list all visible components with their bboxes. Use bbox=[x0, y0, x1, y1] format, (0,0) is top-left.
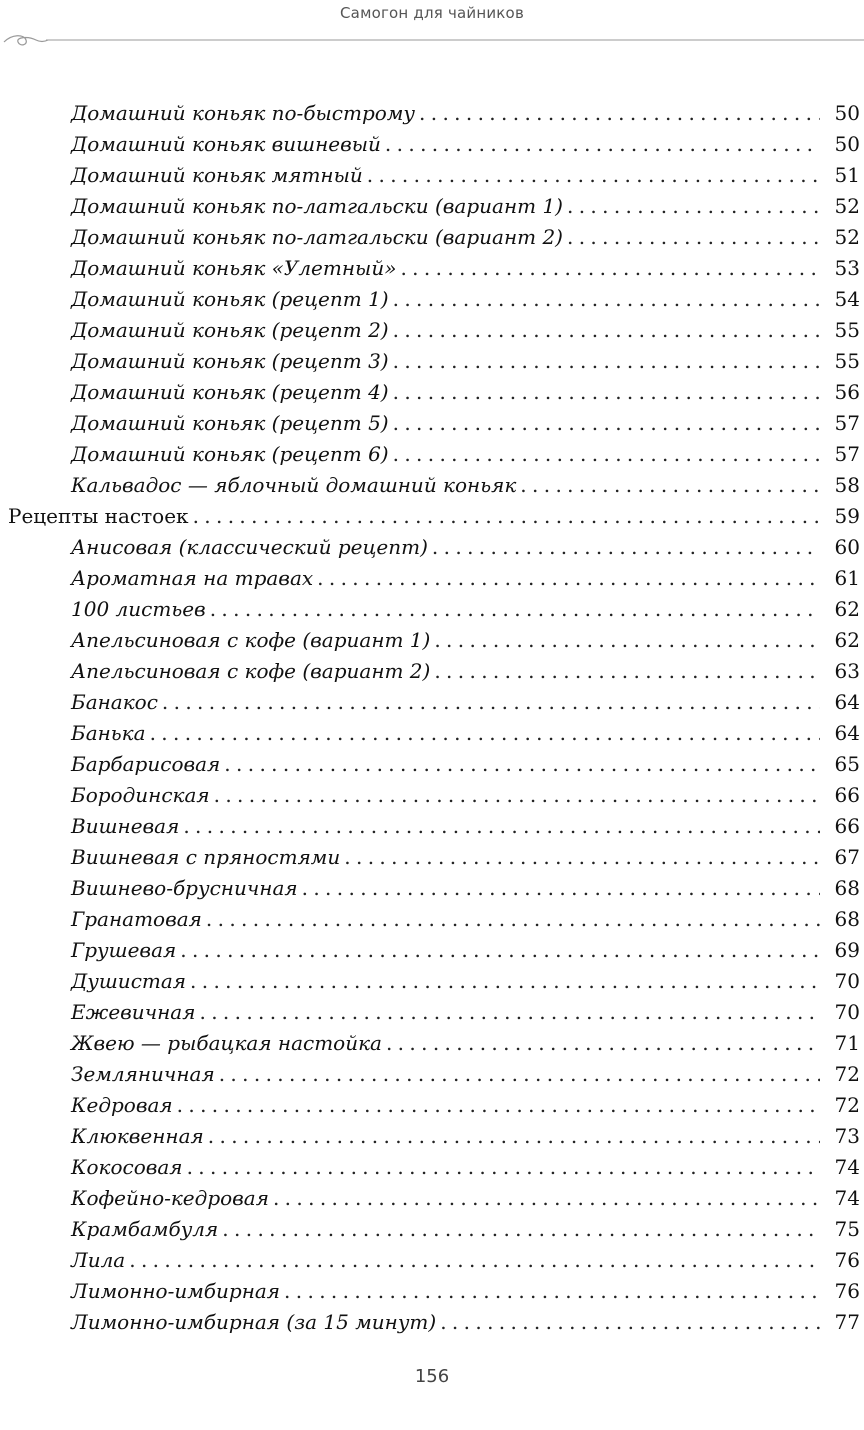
toc-entry bbox=[0, 470, 864, 501]
toc-entry-page: 54 bbox=[834, 287, 860, 311]
toc-entry bbox=[0, 966, 864, 997]
toc-dot-leader bbox=[393, 284, 820, 315]
toc-entry bbox=[0, 687, 864, 718]
toc-entry-page: 62 bbox=[834, 597, 860, 621]
toc-entry-title: Домашний коньяк (рецепт 3) bbox=[71, 349, 389, 373]
toc-entry-title: Кофейно-кедровая bbox=[71, 1186, 269, 1210]
toc-entry-title: Гранатовая bbox=[71, 907, 202, 931]
toc-entry-page: 61 bbox=[834, 566, 860, 590]
toc-dot-leader bbox=[273, 1183, 820, 1214]
toc-entry bbox=[0, 1183, 864, 1214]
toc-dot-leader bbox=[520, 470, 820, 501]
toc-entry-title: Вишневая bbox=[71, 814, 180, 838]
toc-entry-title: Лимонно-имбирная (за 15 минут) bbox=[71, 1310, 437, 1334]
toc-dot-leader bbox=[177, 1090, 820, 1121]
toc-entry bbox=[0, 532, 864, 563]
toc-entry bbox=[0, 1152, 864, 1183]
toc-entry bbox=[0, 377, 864, 408]
toc-entry bbox=[0, 191, 864, 222]
toc-entry-title: Домашний коньяк (рецепт 2) bbox=[71, 318, 389, 342]
toc-dot-leader bbox=[385, 129, 820, 160]
toc-dot-leader bbox=[162, 687, 820, 718]
toc-dot-leader bbox=[393, 315, 820, 346]
table-of-contents bbox=[0, 98, 864, 1338]
toc-entry bbox=[0, 625, 864, 656]
toc-entry-page: 73 bbox=[834, 1124, 860, 1148]
toc-entry-page: 72 bbox=[834, 1093, 860, 1117]
toc-dot-leader bbox=[284, 1276, 820, 1307]
toc-entry-title: Крамбамбуля bbox=[71, 1217, 219, 1241]
toc-entry-page: 57 bbox=[834, 442, 860, 466]
toc-entry-title: Анисовая (классический рецепт) bbox=[71, 535, 428, 559]
toc-entry bbox=[0, 408, 864, 439]
toc-entry bbox=[0, 1276, 864, 1307]
toc-entry-page: 51 bbox=[834, 163, 860, 187]
toc-dot-leader bbox=[222, 1214, 820, 1245]
running-header: Самогон для чайников bbox=[340, 4, 524, 22]
toc-dot-leader bbox=[386, 1028, 820, 1059]
toc-entry bbox=[0, 439, 864, 470]
toc-dot-leader bbox=[393, 346, 820, 377]
toc-entry-title: Домашний коньяк мятный bbox=[71, 163, 363, 187]
toc-entry-title: Лимонно-имбирная bbox=[71, 1279, 281, 1303]
toc-entry-page: 76 bbox=[834, 1279, 860, 1303]
toc-dot-leader bbox=[208, 1121, 820, 1152]
toc-entry-title: Ежевичная bbox=[71, 1000, 196, 1024]
toc-dot-leader bbox=[302, 873, 820, 904]
flourish-swirl bbox=[4, 36, 48, 45]
toc-entry-title: Рецепты настоек bbox=[8, 504, 189, 528]
toc-entry-page: 67 bbox=[834, 845, 860, 869]
toc-entry-page: 60 bbox=[834, 535, 860, 559]
toc-dot-leader bbox=[393, 377, 820, 408]
toc-dot-leader bbox=[432, 532, 820, 563]
toc-entry-page: 52 bbox=[834, 225, 860, 249]
toc-dot-leader bbox=[567, 222, 820, 253]
toc-dot-leader bbox=[150, 718, 820, 749]
toc-entry-title: Домашний коньяк (рецепт 6) bbox=[71, 442, 389, 466]
toc-entry-title: Кокосовая bbox=[71, 1155, 183, 1179]
toc-entry bbox=[0, 749, 864, 780]
toc-entry-title: Домашний коньяк (рецепт 5) bbox=[71, 411, 389, 435]
toc-entry-page: 72 bbox=[834, 1062, 860, 1086]
toc-entry bbox=[0, 780, 864, 811]
toc-entry-page: 55 bbox=[834, 318, 860, 342]
toc-entry-page: 77 bbox=[834, 1310, 860, 1334]
toc-entry-title: Домашний коньяк по-латгальски (вариант 2) bbox=[71, 225, 563, 249]
toc-entry-page: 66 bbox=[834, 814, 860, 838]
toc-entry-title: Домашний коньяк вишневый bbox=[71, 132, 381, 156]
toc-entry bbox=[0, 253, 864, 284]
toc-entry bbox=[0, 842, 864, 873]
toc-dot-leader bbox=[367, 160, 820, 191]
toc-entry-page: 57 bbox=[834, 411, 860, 435]
toc-dot-leader bbox=[434, 625, 820, 656]
toc-dot-leader bbox=[199, 997, 820, 1028]
toc-entry-page: 56 bbox=[834, 380, 860, 404]
toc-dot-leader bbox=[400, 253, 820, 284]
toc-entry-page: 68 bbox=[834, 907, 860, 931]
toc-entry bbox=[0, 1090, 864, 1121]
toc-entry-title: Домашний коньяк по-латгальски (вариант 1) bbox=[71, 194, 563, 218]
toc-entry-page: 63 bbox=[834, 659, 860, 683]
toc-entry bbox=[0, 1245, 864, 1276]
toc-entry-title: Грушевая bbox=[71, 938, 177, 962]
toc-dot-leader bbox=[206, 904, 820, 935]
toc-entry bbox=[0, 160, 864, 191]
toc-dot-leader bbox=[183, 811, 820, 842]
toc-dot-leader bbox=[187, 1152, 820, 1183]
toc-entry bbox=[0, 1121, 864, 1152]
toc-entry bbox=[0, 98, 864, 129]
toc-entry bbox=[0, 997, 864, 1028]
toc-entry-page: 76 bbox=[834, 1248, 860, 1272]
toc-entry bbox=[0, 1214, 864, 1245]
toc-entry bbox=[0, 129, 864, 160]
toc-dot-leader bbox=[180, 935, 820, 966]
toc-entry-page: 74 bbox=[834, 1186, 860, 1210]
toc-entry-title: Земляничная bbox=[71, 1062, 215, 1086]
toc-entry bbox=[0, 284, 864, 315]
toc-entry-title: Клюквенная bbox=[71, 1124, 204, 1148]
toc-dot-leader bbox=[567, 191, 820, 222]
toc-dot-leader bbox=[214, 780, 820, 811]
toc-dot-leader bbox=[224, 749, 820, 780]
toc-entry-page: 64 bbox=[834, 690, 860, 714]
toc-entry bbox=[0, 935, 864, 966]
toc-dot-leader bbox=[219, 1059, 820, 1090]
toc-entry-title: Апельсиновая с кофе (вариант 2) bbox=[71, 659, 431, 683]
toc-entry-page: 50 bbox=[834, 101, 860, 125]
toc-entry-page: 70 bbox=[834, 1000, 860, 1024]
page-number: 156 bbox=[414, 1366, 450, 1387]
toc-dot-leader bbox=[419, 98, 820, 129]
toc-dot-leader bbox=[344, 842, 820, 873]
toc-dot-leader bbox=[393, 408, 820, 439]
toc-entry-page: 70 bbox=[834, 969, 860, 993]
toc-entry-title: Вишнево-брусничная bbox=[71, 876, 298, 900]
toc-entry-page: 69 bbox=[834, 938, 860, 962]
toc-entry-title: Лила bbox=[71, 1248, 126, 1272]
toc-entry bbox=[0, 873, 864, 904]
toc-entry bbox=[0, 563, 864, 594]
toc-entry-page: 71 bbox=[834, 1031, 860, 1055]
toc-dot-leader bbox=[210, 594, 820, 625]
toc-entry-page: 58 bbox=[834, 473, 860, 497]
toc-entry bbox=[0, 1028, 864, 1059]
toc-dot-leader bbox=[393, 439, 820, 470]
toc-entry bbox=[0, 346, 864, 377]
toc-dot-leader bbox=[129, 1245, 820, 1276]
toc-entry-title: Ароматная на травах bbox=[71, 566, 314, 590]
toc-entry bbox=[0, 1059, 864, 1090]
toc-dot-leader bbox=[434, 656, 820, 687]
toc-dot-leader bbox=[317, 563, 820, 594]
toc-entry bbox=[0, 718, 864, 749]
toc-dot-leader bbox=[440, 1307, 820, 1338]
toc-entry bbox=[0, 811, 864, 842]
toc-entry-page: 53 bbox=[834, 256, 860, 280]
toc-entry bbox=[0, 1307, 864, 1338]
toc-entry bbox=[0, 315, 864, 346]
toc-entry-page: 75 bbox=[834, 1217, 860, 1241]
toc-entry bbox=[0, 656, 864, 687]
toc-entry-title: Апельсиновая с кофе (вариант 1) bbox=[71, 628, 431, 652]
toc-entry-title: Жвею — рыбацкая настойка bbox=[71, 1031, 382, 1055]
toc-entry-title: Банька bbox=[71, 721, 146, 745]
toc-entry-title: Кальвадос — яблочный домашний коньяк bbox=[71, 473, 517, 497]
toc-entry-page: 62 bbox=[834, 628, 860, 652]
toc-entry-title: 100 листьев bbox=[71, 597, 206, 621]
toc-entry-title: Домашний коньяк (рецепт 4) bbox=[71, 380, 389, 404]
toc-entry-title: Домашний коньяк «Улетный» bbox=[71, 256, 397, 280]
toc-entry-title: Домашний коньяк (рецепт 1) bbox=[71, 287, 389, 311]
toc-entry-title: Банакос bbox=[71, 690, 158, 714]
toc-dot-leader bbox=[190, 966, 820, 997]
toc-entry-title: Кедровая bbox=[71, 1093, 173, 1117]
toc-entry-page: 50 bbox=[834, 132, 860, 156]
toc-entry-page: 65 bbox=[834, 752, 860, 776]
toc-section-entry bbox=[0, 501, 864, 532]
toc-entry-page: 64 bbox=[834, 721, 860, 745]
toc-entry-page: 52 bbox=[834, 194, 860, 218]
toc-entry-page: 55 bbox=[834, 349, 860, 373]
toc-entry-title: Душистая bbox=[71, 969, 187, 993]
toc-entry-page: 68 bbox=[834, 876, 860, 900]
toc-entry-title: Бородинская bbox=[71, 783, 210, 807]
toc-entry bbox=[0, 594, 864, 625]
toc-entry-page: 59 bbox=[834, 504, 860, 528]
header-flourish-rule bbox=[0, 26, 864, 50]
toc-entry bbox=[0, 222, 864, 253]
toc-entry-page: 66 bbox=[834, 783, 860, 807]
toc-entry-title: Вишневая с пряностями bbox=[71, 845, 341, 869]
toc-entry-title: Домашний коньяк по-быстрому bbox=[71, 101, 416, 125]
toc-entry-title: Барбарисовая bbox=[71, 752, 221, 776]
toc-entry bbox=[0, 904, 864, 935]
toc-dot-leader bbox=[193, 501, 820, 532]
toc-entry-page: 74 bbox=[834, 1155, 860, 1179]
